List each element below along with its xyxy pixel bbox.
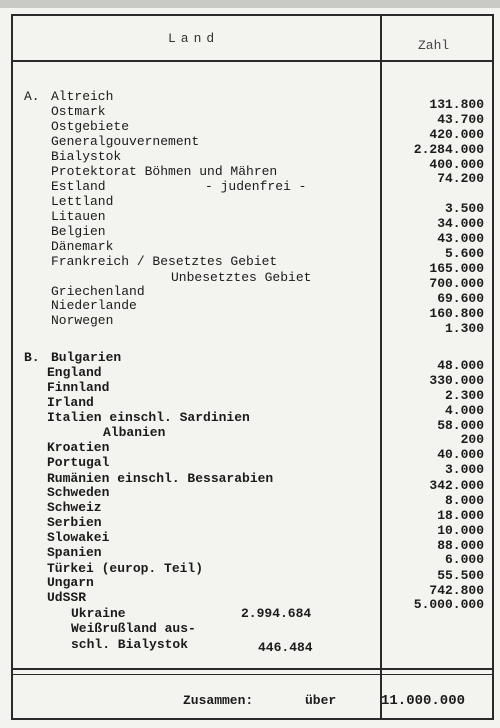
country-value: 8.000 — [444, 493, 484, 508]
country-value: 3.500 — [444, 201, 484, 216]
total-qualifier: über — [305, 693, 337, 708]
country-label: Ostgebiete — [51, 119, 130, 134]
country-value: 74.200 — [437, 171, 484, 186]
country-value: 10.000 — [437, 523, 484, 538]
country-label: Unbesetztes Gebiet — [171, 270, 312, 285]
country-value: 6.000 — [444, 552, 484, 567]
country-label: Finnland — [47, 380, 110, 395]
country-label: Generalgouvernement — [51, 134, 200, 149]
country-label: Irland — [47, 395, 94, 410]
country-value: 200 — [460, 432, 484, 447]
country-value: 2.300 — [444, 388, 484, 403]
country-value: 5.000.000 — [413, 597, 484, 612]
table-row — [0, 606, 500, 621]
country-label: Bialystok — [51, 149, 122, 164]
section-letter-a: A. — [24, 89, 40, 104]
country-value: 165.000 — [429, 261, 484, 276]
subregion-value: 446.484 — [258, 640, 313, 655]
country-label: Portugal — [47, 455, 110, 470]
country-label: Norwegen — [51, 313, 114, 328]
country-value: 131.800 — [429, 97, 484, 112]
country-value: 342.000 — [429, 478, 484, 493]
header-rule — [11, 60, 494, 62]
subregion-label: Ukraine — [71, 606, 126, 621]
total-rule-thin — [11, 674, 494, 675]
table-row — [0, 621, 500, 636]
country-value: 400.000 — [429, 157, 484, 172]
column-header-land: Land — [168, 31, 220, 46]
country-label: Italien einschl. Sardinien — [47, 410, 250, 425]
country-note: - judenfrei - — [205, 179, 307, 194]
country-label: Spanien — [47, 545, 102, 560]
country-label: Niederlande — [51, 298, 137, 313]
table-row — [0, 179, 500, 194]
country-label: Slowakei — [47, 530, 110, 545]
country-label: Griechenland — [51, 284, 145, 299]
country-label: Frankreich / Besetztes Gebiet — [51, 254, 278, 269]
country-value: 55.500 — [437, 568, 484, 583]
country-value: 330.000 — [429, 373, 484, 388]
country-label: Litauen — [51, 209, 106, 224]
subregion-label: schl. Bialystok — [71, 637, 189, 652]
total-value: 11.000.000 — [381, 693, 466, 709]
country-label: Ungarn — [47, 575, 94, 590]
country-value: 43.700 — [437, 112, 484, 127]
country-value: 34.000 — [437, 216, 484, 231]
country-label: Kroatien — [47, 440, 110, 455]
country-label: Schweden — [47, 485, 110, 500]
scan-edge — [0, 0, 500, 8]
country-value: 18.000 — [437, 508, 484, 523]
country-label: Dänemark — [51, 239, 114, 254]
country-value: 2.284.000 — [413, 142, 484, 157]
country-label: Albanien — [103, 425, 166, 440]
country-label: Belgien — [51, 224, 106, 239]
column-header-zahl: Zahl — [418, 38, 450, 53]
country-value: 742.800 — [429, 583, 484, 598]
country-label: Altreich — [51, 89, 114, 104]
country-value: 48.000 — [437, 358, 484, 373]
country-value: 4.000 — [444, 403, 484, 418]
country-value: 88.000 — [437, 538, 484, 553]
country-label: Türkei (europ. Teil) — [47, 561, 204, 576]
country-label: Schweiz — [47, 500, 102, 515]
country-label: UdSSR — [47, 590, 87, 605]
total-label: Zusammen: — [183, 693, 254, 708]
subregion-value: 2.994.684 — [241, 606, 312, 621]
country-value: 700.000 — [429, 276, 484, 291]
section-letter-b: B. — [24, 350, 40, 365]
country-value: 160.800 — [429, 306, 484, 321]
total-rule — [11, 668, 494, 670]
country-label: Estland — [51, 179, 106, 194]
country-label: Serbien — [47, 515, 102, 530]
country-label: Bulgarien — [51, 350, 122, 365]
country-label: Lettland — [51, 194, 114, 209]
table-row — [0, 321, 500, 336]
country-value: 420.000 — [429, 127, 484, 142]
country-value: 1.300 — [444, 321, 484, 336]
country-label: Rumänien einschl. Bessarabien — [47, 471, 274, 486]
country-label: Ostmark — [51, 104, 106, 119]
country-value: 69.600 — [437, 291, 484, 306]
country-value: 40.000 — [437, 447, 484, 462]
country-value: 58.000 — [437, 418, 484, 433]
country-value: 5.600 — [444, 246, 484, 261]
country-label: England — [47, 365, 102, 380]
subregion-label: Weißrußland aus- — [71, 621, 196, 636]
country-value: 3.000 — [444, 462, 484, 477]
country-label: Protektorat Böhmen und Mähren — [51, 164, 278, 179]
country-value: 43.000 — [437, 231, 484, 246]
table-row — [0, 637, 500, 655]
